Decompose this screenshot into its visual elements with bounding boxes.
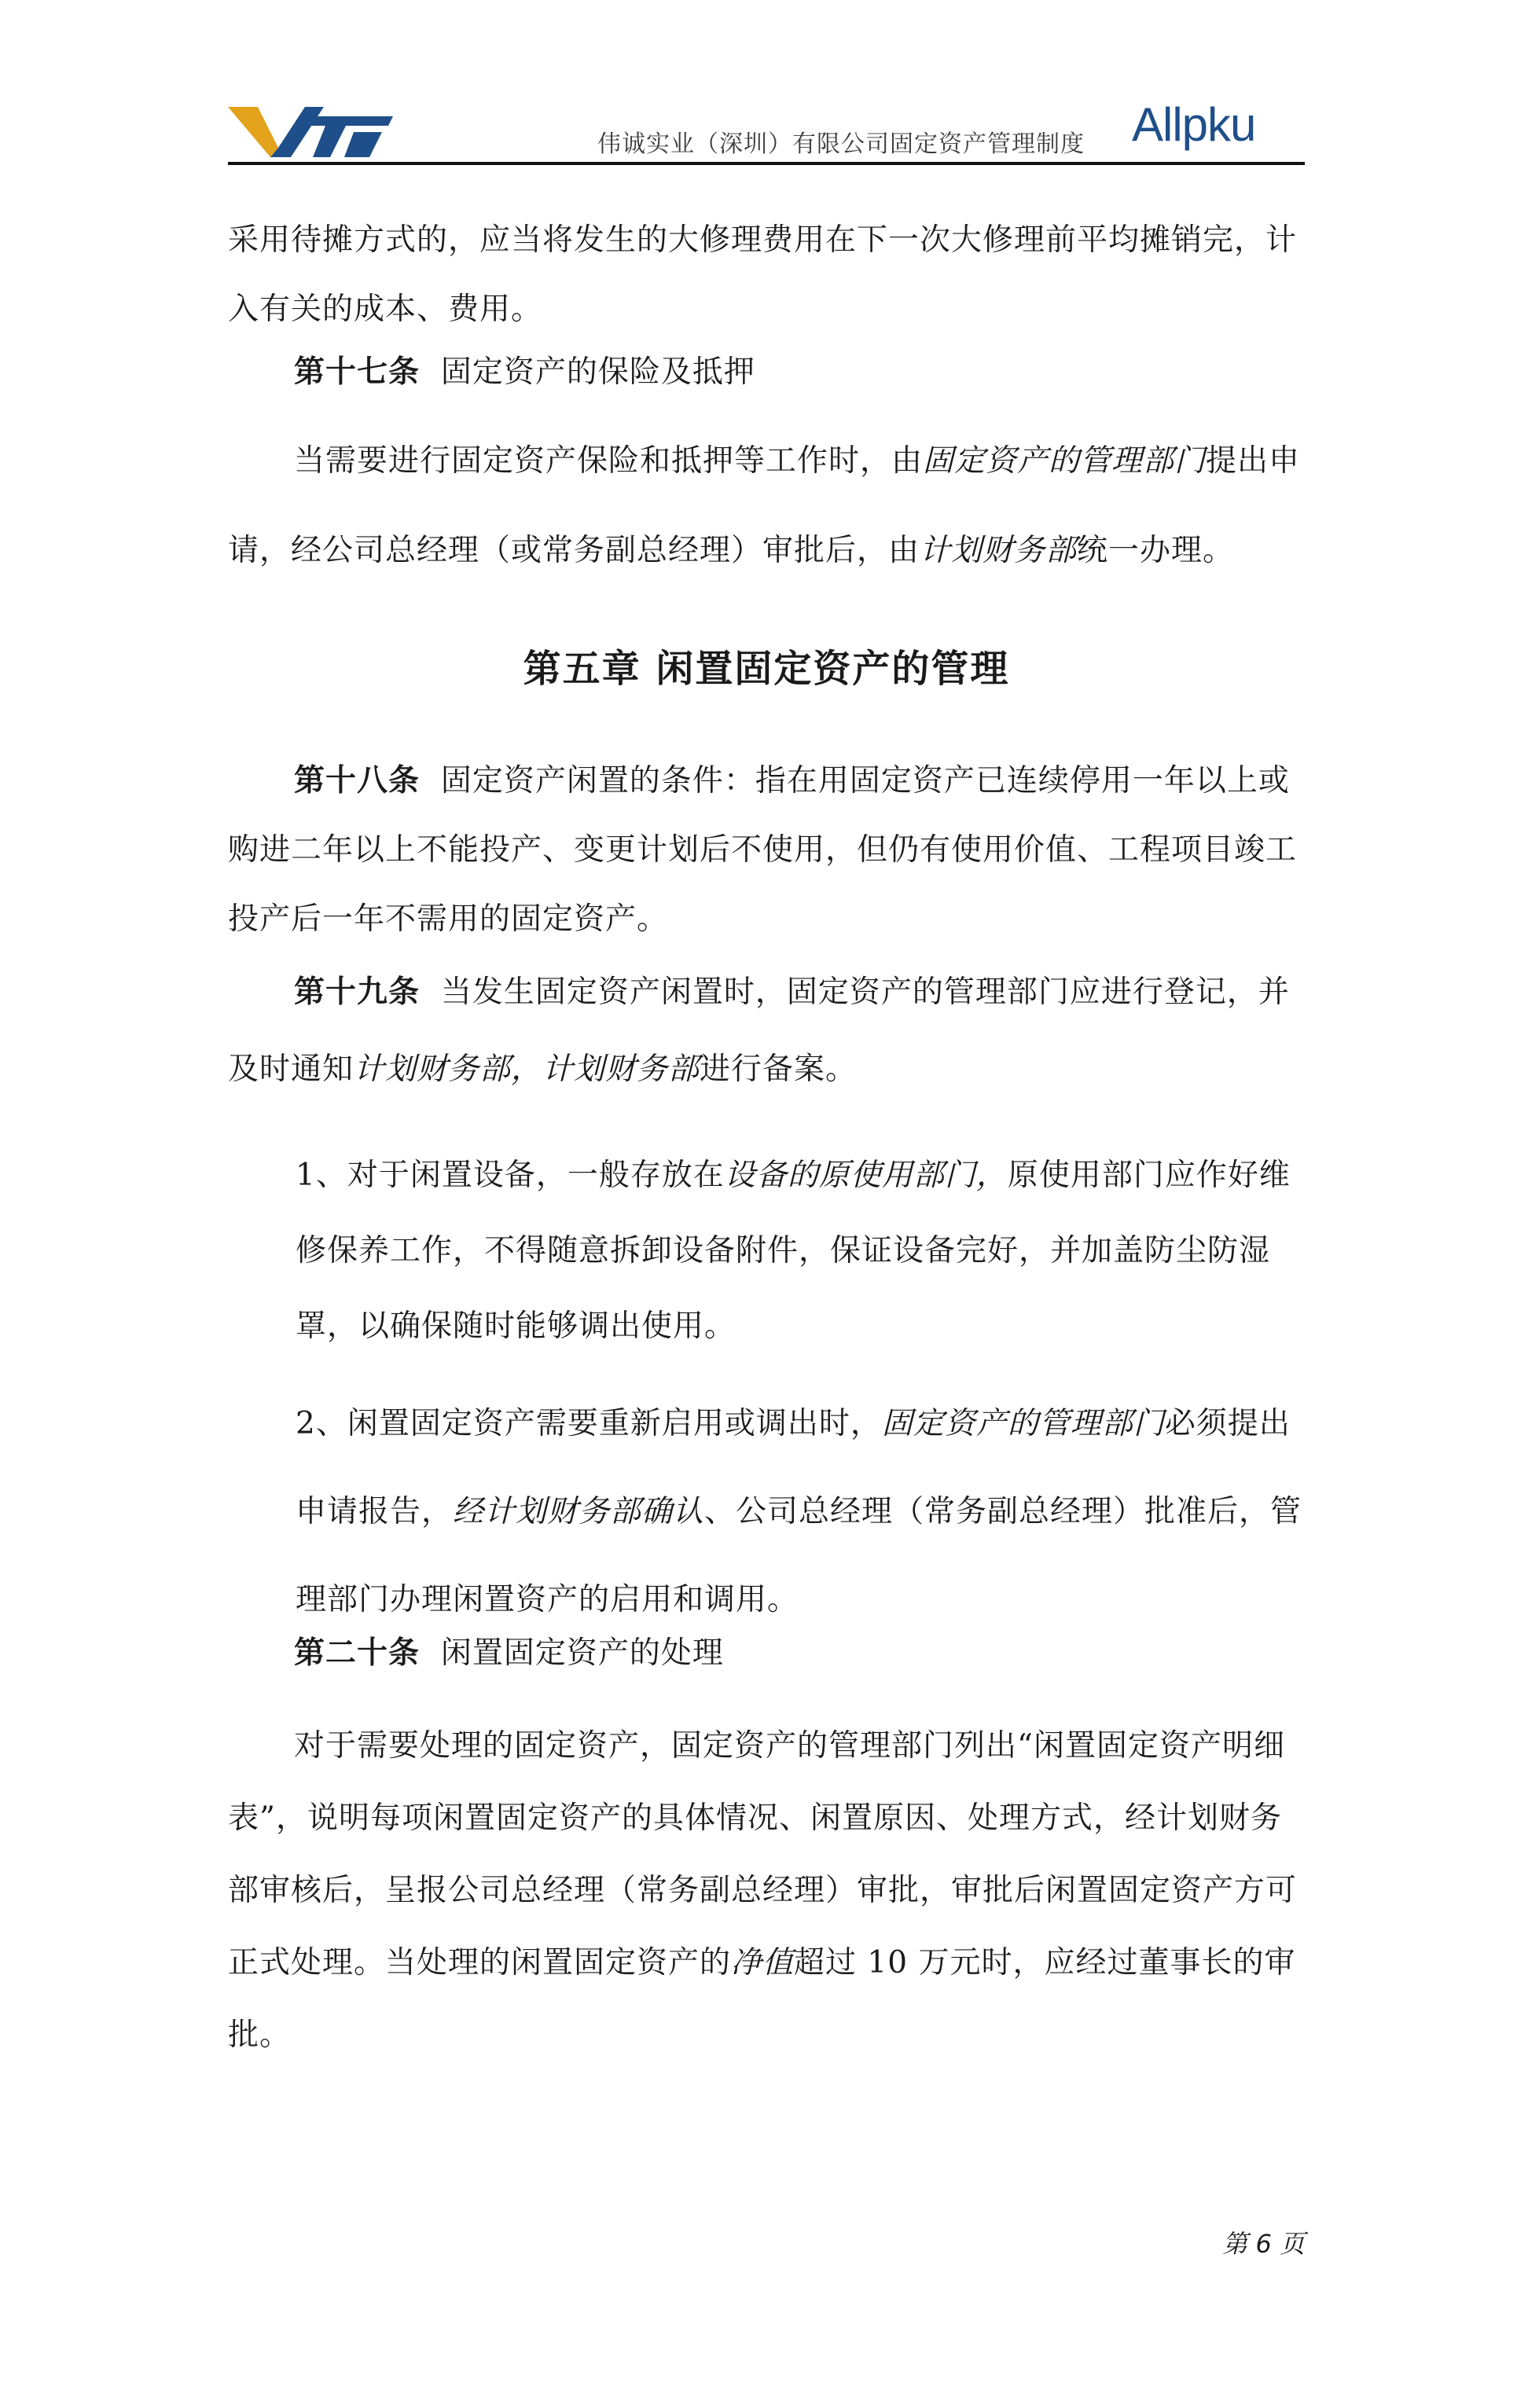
allpku-logo: Allpku	[1132, 98, 1256, 151]
svg-text:VIT: VIT	[228, 102, 230, 103]
header-company-title: 伟诚实业（深圳）有限公司固定资产管理制度	[597, 130, 1085, 158]
list-item-2: 2、闲置固定资产需要重新启用或调出时，固定资产的管理部门必须提出申请报告，经计划财务部确认、公司总经理（常务副总经理）批准后，管理部门办理闲置资产的启用和调用。	[296, 1406, 1302, 1617]
chapter-5-title: 第五章 闲置固定资产的管理	[523, 647, 1010, 691]
article-19-label: 第十九条	[294, 975, 421, 1010]
emphasis-asset-dept: 固定资产的管理部门	[923, 443, 1207, 479]
emphasis-finance-dept-2: 计划财务部，计划财务部	[354, 1052, 700, 1087]
page-number: 第 6 页	[1222, 2229, 1305, 2259]
paragraph-continuation: 采用待摊方式的，应当将发生的大修理费用在下一次大修理前平均摊销完，计入有关的成本、费用。	[228, 222, 1298, 327]
article-19: 第十九条 当发生固定资产闲置时，固定资产的管理部门应进行登记，并及时通知计划财务部，计划财务部进行备案。	[228, 975, 1290, 1087]
emphasis-net-value: 净值	[731, 1945, 795, 1980]
article-18	[228, 747, 1305, 954]
article-18-text: 固定资产闲置的条件：指在用固定资产已连续停用一年以上或购进二年以上不能投产、变更计划后不使用，但仍有使用价值、工程项目竣工投产后一年不需用的固定资产。	[228, 763, 1298, 937]
emphasis-original-dept: 设备的原使用部门，	[724, 1158, 1008, 1193]
emphasis-finance-confirm: 经计划财务部确认	[453, 1494, 705, 1529]
header-rule	[228, 162, 1305, 165]
emphasis-asset-dept-2: 固定资产的管理部门	[881, 1406, 1165, 1441]
article-17-title: 固定资产的保险及抵押	[440, 354, 755, 390]
page-header	[228, 94, 1305, 165]
article-20-title: 闲置固定资产的处理	[440, 1635, 724, 1671]
list-item-1: 1、对于闲置设备，一般存放在设备的原使用部门，原使用部门应作好维修保养工作，不得随意拆卸设备附件，保证设备完好，并加盖防尘防湿罩，以确保随时能够调出使用。	[296, 1158, 1291, 1344]
article-17-body: 当需要进行固定资产保险和抵押等工作时，由固定资产的管理部门提出申请，经公司总经理（或常务副总经理）审批后，由计划财务部统一办理。	[228, 443, 1301, 568]
article-20-body: 对于需要处理的固定资产，固定资产的管理部门列出“闲置固定资产明细表”，说明每项闲置固定资产的具体情况、闲置原因、处理方式，经计划财务部审核后，呈报公司总经理（常务副总经理）审批，审批后闲置固定资产方可正式处理。当处理的闲置固定资产的净值超过 10 万元时，应经过董事长的审批。	[228, 1728, 1298, 2053]
article-17-heading	[228, 338, 1305, 407]
article-18-label: 第十八条	[294, 763, 421, 798]
emphasis-finance-dept: 计划财务部	[920, 533, 1078, 568]
article-20-heading	[228, 1619, 1305, 1688]
vit-logo-icon	[228, 102, 393, 162]
article-20-label: 第二十条	[294, 1635, 421, 1671]
article-17-label: 第十七条	[294, 354, 421, 390]
